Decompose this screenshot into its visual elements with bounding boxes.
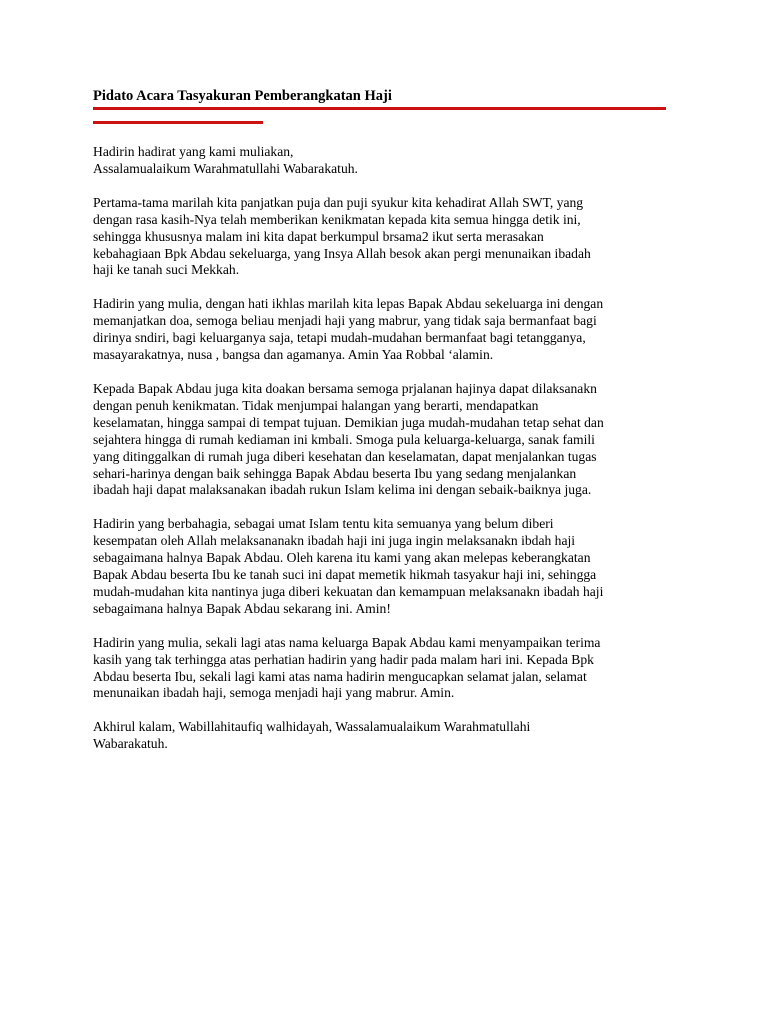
- paragraph-journey: Kepada Bapak Abdau juga kita doakan bersama semoga prjalanan hajinya dapat dilaksanakn dengan penuh kenikmatan. Tidak menjumpai halangan yang berarti, mendapatkan keselamatan, hingga sampai di tempat tujuan. Demikian juga mudah-mudahan tetap sehat dan sejahtera hingga di rumah kediaman ini kmbali. Smoga pula keluarga-keluarga, sanak famili yang ditinggalkan di rumah juga diberi kesehatan dan keselamatan, dapat menjalankan tugas sehari-harinya dengan baik sehingga Bapak Abdau beserta Ibu yang sedang menjalankan ibadah haji dapat malaksanakan ibadah rukun Islam kelima ini dengan sebaik-baiknya juga.: [93, 380, 604, 498]
- paragraph-greeting: Hadirin hadirat yang kami muliakan, Assalamualaikum Warahmatullahi Wabarakatuh.: [93, 144, 358, 176]
- document-page: [93, 87, 693, 770]
- document-title: Pidato Acara Tasyakuran Pemberangkatan Haji: [93, 88, 392, 104]
- red-rule-short: [93, 121, 263, 124]
- paragraph-thanks: Hadirin yang mulia, sekali lagi atas nama keluarga Bapak Abdau kami menyampaikan terima kasih yang tak terhingga atas perhatian hadirin yang hadir pada malam hari ini. Kepada Bpk Abdau beserta Ibu, sekali lagi kami atas nama hadirin mengucapkan selamat jalan, selamat menunaikan ibadah haji, semoga menjadi haji yang mabrur. Amin.: [93, 634, 601, 701]
- paragraph-opening: Pertama-tama marilah kita panjatkan puja dan puji syukur kita kehadirat Allah SWT, yang dengan rasa kasih-Nya telah memberikan kenikmatan kepada kita semua hingga detik ini, sehingga khususnya malam ini kita dapat berkumpul brsama2 ikut serta merasakan kebahagiaan Bpk Abdau sekeluarga, yang Insya Allah besok akan pergi menunaikan ibadah haji ke tanah suci Mekkah.: [93, 194, 591, 278]
- title-underline: [93, 107, 693, 124]
- red-rule-long: [93, 107, 666, 110]
- paragraph-closing: Akhirul kalam, Wabillahitaufiq walhidayah, Wassalamualaikum Warahmatullahi Wabarakatuh.: [93, 719, 531, 752]
- paragraph-prayer: Hadirin yang mulia, dengan hati ikhlas marilah kita lepas Bapak Abdau sekeluarga ini dengan memanjatkan doa, semoga beliau menjadi haji yang mabrur, yang tidak saja bermanfaat bagi dirinya sndiri, bagi keluarganya saja, tetapi mudah-mudahan bermanfaat bagi tetangganya, masayarakatnya, nusa , bangsa dan agamanya. Amin Yaa Robbal ‘alamin.: [93, 296, 604, 363]
- paragraph-hope: Hadirin yang berbahagia, sebagai umat Islam tentu kita semuanya yang belum diberi kesempatan oleh Allah melaksananakn ibadah haji ini juga ingin melaksanakn ibdah haji sebagaimana halnya Bapak Abdau. Oleh karena itu kami yang akan melepas keberangkatan Bapak Abdau beserta Ibu ke tanah suci ini dapat memetik hikmah tasyakur haji ini, sehingga mudah-mudahan kita nantinya juga diberi kekuatan dan kemampuan melaksanakn ibadah haji sebagaimana halnya Bapak Abdau sekarang ini. Amin!: [93, 516, 604, 616]
